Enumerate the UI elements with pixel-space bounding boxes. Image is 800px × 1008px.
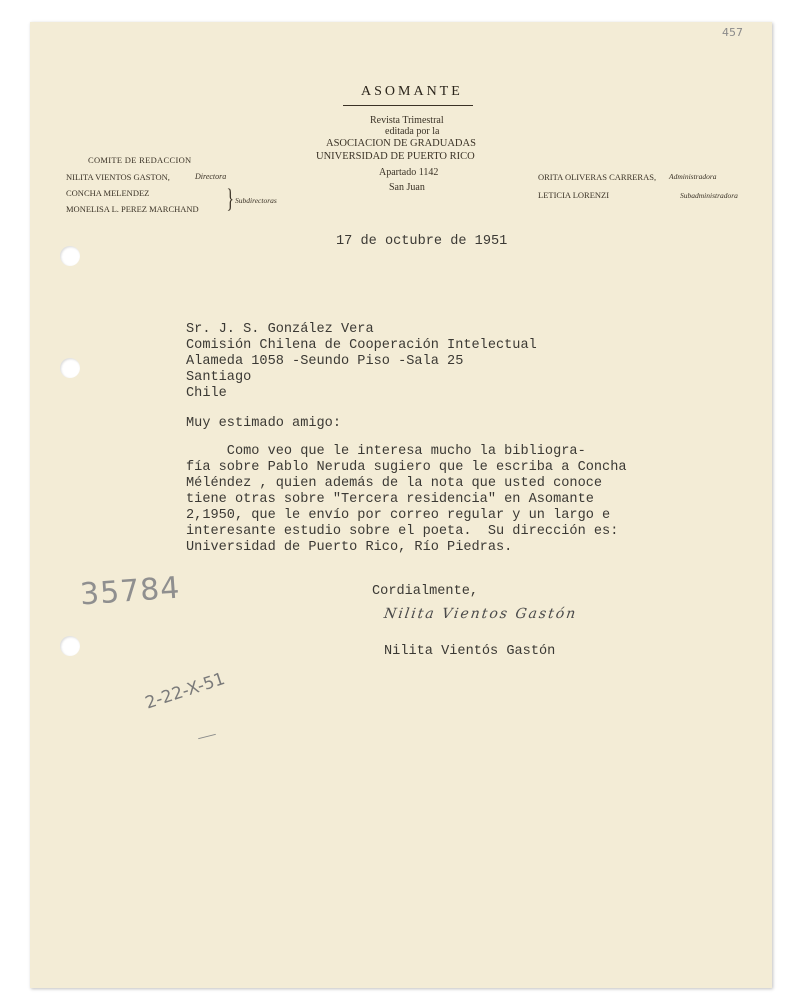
address-line: Chile [186,386,227,401]
body-line: Como veo que le interesa mucho la bibliogra- [186,444,586,459]
address-line: Santiago [186,370,252,385]
letterhead-line: Revista Trimestral [370,115,444,126]
admin-name: ORITA OLIVERAS CARRERAS, [538,172,657,182]
catalog-number: 35784 [78,570,182,613]
letterhead-line: San Juan [389,182,425,193]
director-role: Directora [195,172,227,181]
subadmin-role: Subadministradora [680,191,738,200]
address-line: Alameda 1058 -Seundo Piso -Sala 25 [186,354,464,369]
committee-member: MONELISA L. PEREZ MARCHAND [66,204,199,214]
committee-heading: COMITE DE REDACCION [88,155,192,165]
salutation: Muy estimado amigo: [186,416,341,431]
letterhead-line: editada por la [385,126,440,137]
closing: Cordialmente, [372,584,479,599]
director-name: NILITA VIENTOS GASTON, [66,172,170,182]
subadmin-name: LETICIA LORENZI [538,190,610,200]
letterhead-line: ASOCIACION DE GRADUADAS [326,138,476,149]
letterhead-line: Apartado 1142 [379,167,439,178]
body-line: 2,1950, que le envío por correo regular y un largo e [186,508,611,523]
page-number: 457 [722,26,743,39]
brace: } [226,184,234,213]
body-line: Méléndez , quien además de la nota que usted conoce [186,476,603,491]
committee-member: CONCHA MELENDEZ [66,188,150,198]
body-line: tiene otras sobre "Tercera residencia" en Asomante [186,492,594,507]
body-line: fía sobre Pablo Neruda sugiero que le escriba a Concha [186,460,627,475]
typed-name: Nilita Vientós Gastón [384,644,556,659]
body-line: interesante estudio sobre el poeta. Su dirección es: [186,524,619,539]
subdirector-role: Subdirectoras [235,196,277,205]
title-underline [343,105,473,106]
punch-hole [60,358,80,378]
letterhead-title: ASOMANTE [361,84,463,99]
admin-role: Administradora [669,172,717,181]
date-annotation: 2-22-X-51 [142,669,228,714]
body-line: Universidad de Puerto Rico, Río Piedras. [186,540,513,555]
address-line: Comisión Chilena de Cooperación Intelectual [186,338,537,353]
punch-hole [60,636,80,656]
address-line: Sr. J. S. González Vera [186,322,374,337]
signature: Nilita Vientos Gastón [382,606,579,622]
punch-hole [60,246,80,266]
letterhead-line: UNIVERSIDAD DE PUERTO RICO [316,151,475,162]
letter-date: 17 de octubre de 1951 [336,234,508,249]
